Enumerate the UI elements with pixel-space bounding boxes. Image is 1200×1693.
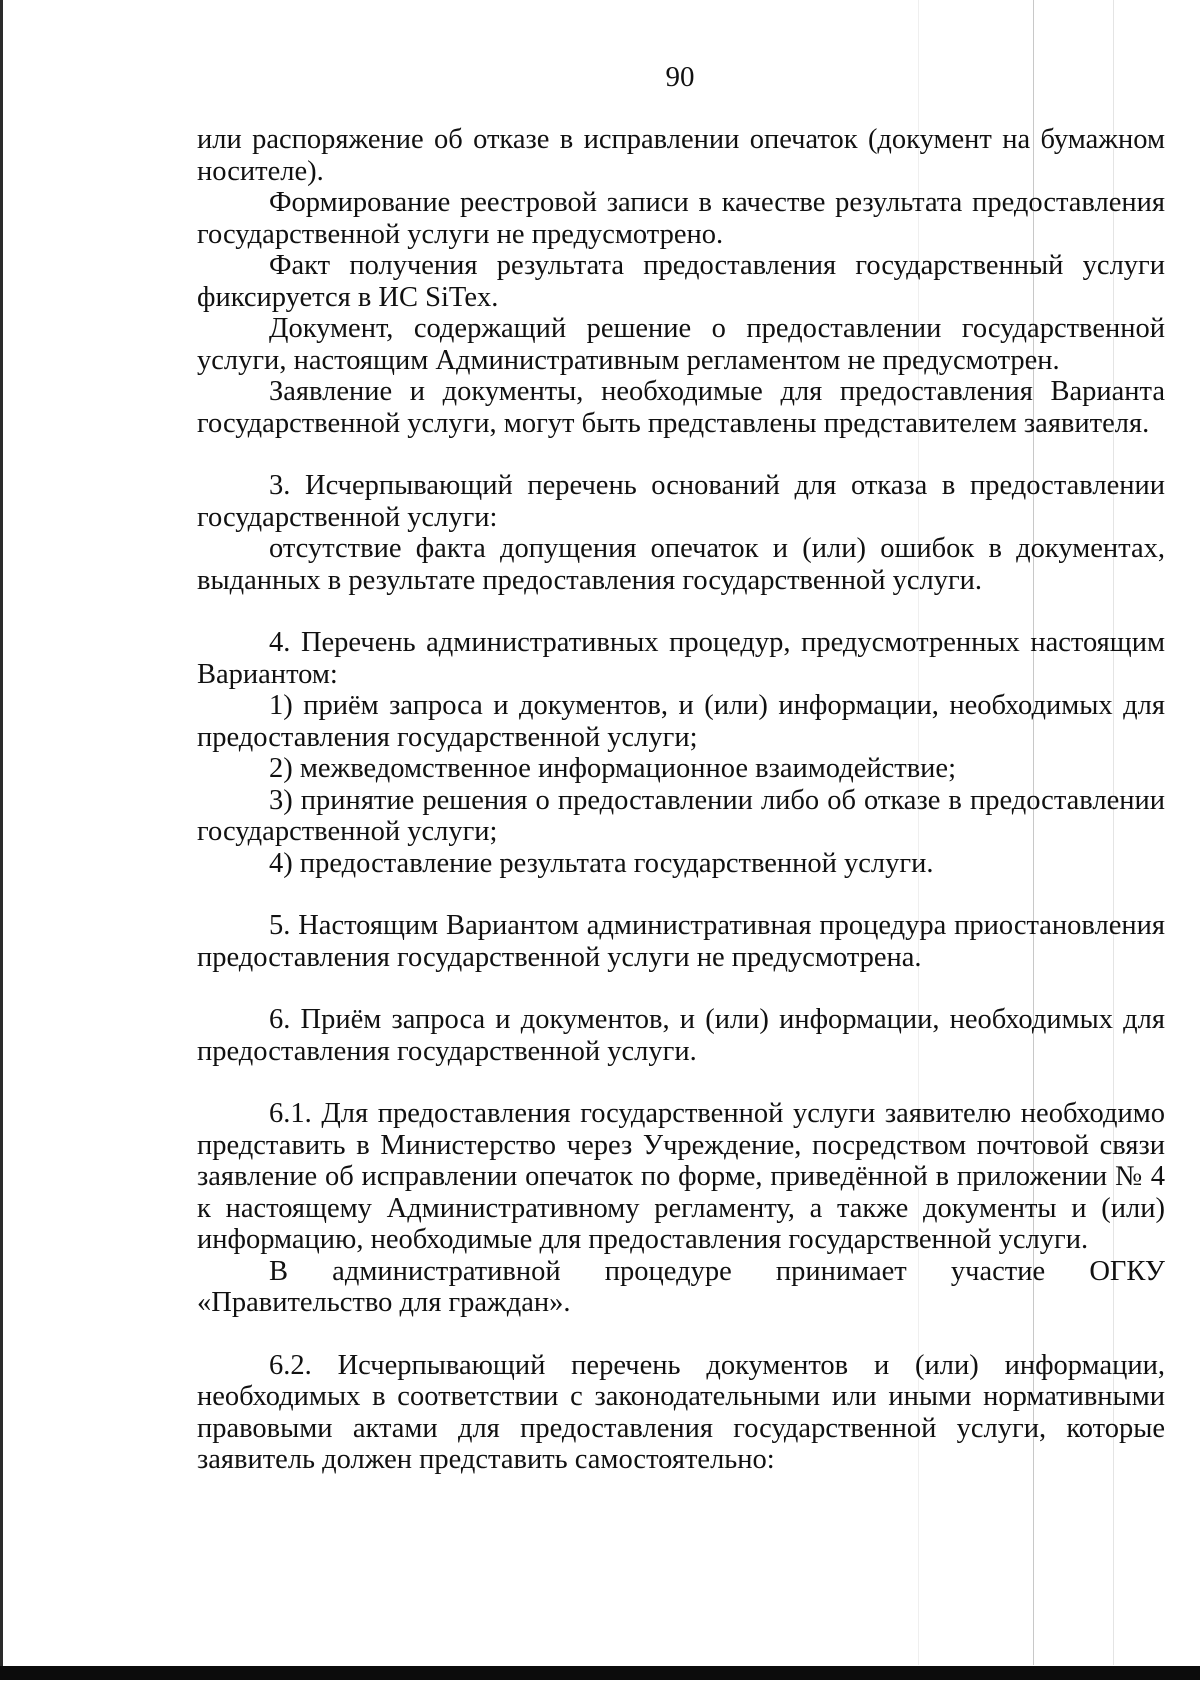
section-heading-4: 4. Перечень административных процедур, предусмотренных настоящим Вариантом: (197, 627, 1165, 690)
paragraph: или распоряжение об отказе в исправлении опечаток (документ на бумажном носителе). (197, 124, 1165, 187)
list-item: 2) межведомственное информационное взаимодействие; (269, 753, 956, 784)
scan-bottom-border (0, 1666, 1200, 1680)
paragraph: Заявление и документы, необходимые для предоставления Варианта государственной услуги, могут быть представлены представителем заявителя. (197, 376, 1165, 439)
section-heading-6: 6. Приём запроса и документов, и (или) информации, необходимых для предоставления государственной услуги. (197, 1004, 1165, 1067)
list-item: 1) приём запроса и документов, и (или) информации, необходимых для предоставления государственной услуги; (197, 690, 1165, 753)
section-6-1: 6.1. Для предоставления государственной услуги заявителю необходимо представить в Министерство через Учреждение, посредством почтовой связи заявление об исправлении опечаток по форме, приведённой в приложении № 4 к настоящему Административному регламенту, а также документы и (или) информацию, необходимые для предоставления государственной услуги. (197, 1098, 1165, 1255)
paragraph: Факт получения результата предоставления государственный услуги фиксируется в ИС SiTex. (197, 250, 1165, 313)
paragraph: В административной процедуре принимает участие ОГКУ «Правительство для граждан». (197, 1255, 1165, 1318)
scan-left-edge (0, 0, 3, 1680)
section-heading-5: 5. Настоящим Вариантом административная процедура приостановления предоставления государственной услуги не предусмотрена. (197, 910, 1165, 973)
section-heading-3: 3. Исчерпывающий перечень оснований для отказа в предоставлении государственной услуги: (197, 470, 1165, 533)
page-number: 90 (665, 61, 695, 93)
list-item: 3) принятие решения о предоставлении либо об отказе в предоставлении государственной услуги; (197, 784, 1165, 847)
section-6-2: 6.2. Исчерпывающий перечень документов и (или) информации, необходимых в соответствии с законодательными или иными нормативными правовыми актами для предоставления государственной услуги, которые заявитель должен представить самостоятельно: (197, 1349, 1165, 1475)
list-item: 4) предоставление результата государственной услуги. (269, 847, 934, 879)
paragraph: Формирование реестровой записи в качестве результата предоставления государственной услуги не предусмотрено. (197, 187, 1165, 250)
paragraph: отсутствие факта допущения опечаток и (или) ошибок в документах, выданных в результате предоставления государственной услуги. (197, 533, 1165, 596)
paragraph: Документ, содержащий решение о предоставлении государственной услуги, настоящим Административным регламентом не предусмотрен. (197, 313, 1165, 376)
document-body (197, 124, 1165, 1476)
